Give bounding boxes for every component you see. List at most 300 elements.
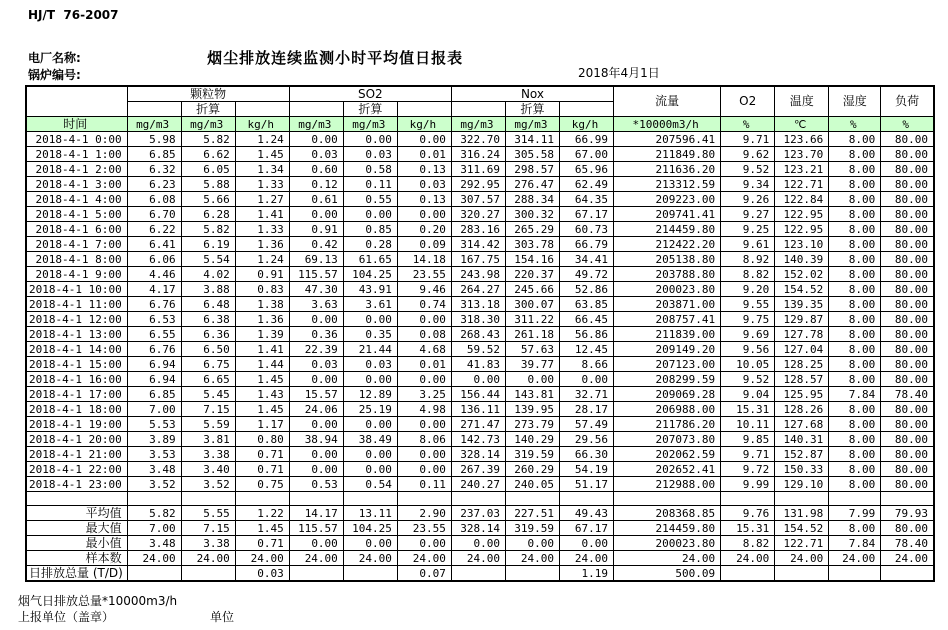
table-cell <box>829 492 881 506</box>
table-cell: 0.71 <box>235 462 289 477</box>
table-cell: 3.38 <box>181 447 235 462</box>
table-cell: 6.76 <box>127 342 181 357</box>
table-cell: 5.98 <box>127 132 181 147</box>
table-cell: 49.43 <box>560 506 614 521</box>
table-cell: 6.38 <box>181 312 235 327</box>
table-cell: 0.00 <box>343 417 397 432</box>
table-cell: 203871.00 <box>614 297 721 312</box>
empty-cell <box>451 102 505 117</box>
table-cell <box>235 492 289 506</box>
unit-cell: ℃ <box>775 117 829 132</box>
time-cell: 2018-4-1 14:00 <box>26 342 127 357</box>
table-cell: 7.15 <box>181 521 235 536</box>
table-cell: 80.00 <box>881 447 934 462</box>
table-cell: 104.25 <box>343 267 397 282</box>
table-cell: 24.00 <box>721 551 775 566</box>
time-cell: 2018-4-1 6:00 <box>26 222 127 237</box>
table-cell: 307.57 <box>451 192 505 207</box>
table-cell: 24.00 <box>451 551 505 566</box>
table-cell: 9.34 <box>721 177 775 192</box>
table-cell: 0.75 <box>235 477 289 492</box>
table-cell: 0.71 <box>235 536 289 551</box>
table-cell: 154.52 <box>775 282 829 297</box>
table-cell: 7.15 <box>181 402 235 417</box>
table-cell: 0.20 <box>397 222 451 237</box>
table-cell: 6.41 <box>127 237 181 252</box>
table-cell: 8.06 <box>397 432 451 447</box>
table-cell: 500.09 <box>614 566 721 582</box>
table-cell: 24.00 <box>289 551 343 566</box>
table-cell: 211786.20 <box>614 417 721 432</box>
table-cell: 245.66 <box>505 282 559 297</box>
table-cell: 61.65 <box>343 252 397 267</box>
table-cell: 122.95 <box>775 207 829 222</box>
table-cell: 8.00 <box>829 477 881 492</box>
table-cell: 128.25 <box>775 357 829 372</box>
table-cell: 0.00 <box>560 372 614 387</box>
table-cell: 208299.59 <box>614 372 721 387</box>
table-cell <box>127 492 181 506</box>
time-cell: 2018-4-1 4:00 <box>26 192 127 207</box>
table-cell: 66.79 <box>560 237 614 252</box>
table-cell: 0.00 <box>397 462 451 477</box>
table-cell: 5.82 <box>181 132 235 147</box>
table-cell: 271.47 <box>451 417 505 432</box>
table-cell: 24.00 <box>181 551 235 566</box>
table-cell: 200023.80 <box>614 536 721 551</box>
table-cell: 67.00 <box>560 147 614 162</box>
table-cell: 1.45 <box>235 521 289 536</box>
table-cell: 80.00 <box>881 282 934 297</box>
table-cell: 63.85 <box>560 297 614 312</box>
table-cell: 154.16 <box>505 252 559 267</box>
table-cell: 38.94 <box>289 432 343 447</box>
report-table <box>25 85 935 582</box>
time-cell: 2018-4-1 5:00 <box>26 207 127 222</box>
time-cell: 2018-4-1 2:00 <box>26 162 127 177</box>
table-cell: 52.86 <box>560 282 614 297</box>
table-cell: 139.35 <box>775 297 829 312</box>
table-cell: 80.00 <box>881 147 934 162</box>
table-cell: 202652.41 <box>614 462 721 477</box>
table-cell: 152.02 <box>775 267 829 282</box>
table-cell: 80.00 <box>881 207 934 222</box>
boiler-number-label: 锅炉编号: <box>28 68 81 82</box>
page-title: 烟尘排放连续监测小时平均值日报表 <box>207 49 464 67</box>
table-cell <box>721 492 775 506</box>
table-cell: 6.70 <box>127 207 181 222</box>
time-cell: 2018-4-1 21:00 <box>26 447 127 462</box>
col-temperature: 温度 <box>775 86 829 117</box>
table-cell: 8.00 <box>829 327 881 342</box>
table-cell: 265.29 <box>505 222 559 237</box>
table-row <box>26 267 934 282</box>
table-cell: 9.52 <box>721 372 775 387</box>
table-cell: 24.00 <box>614 551 721 566</box>
summary-label: 日排放总量 (T/D) <box>26 566 127 582</box>
table-cell: 209223.00 <box>614 192 721 207</box>
table-cell: 6.75 <box>181 357 235 372</box>
table-cell: 209741.41 <box>614 207 721 222</box>
table-cell <box>343 492 397 506</box>
table-cell: 0.91 <box>235 267 289 282</box>
table-cell: 8.00 <box>829 207 881 222</box>
table-cell: 300.07 <box>505 297 559 312</box>
table-row <box>26 192 934 207</box>
table-cell: 128.26 <box>775 402 829 417</box>
table-cell: 207123.00 <box>614 357 721 372</box>
table-cell: 1.36 <box>235 237 289 252</box>
table-cell: 209149.20 <box>614 342 721 357</box>
table-cell: 131.98 <box>775 506 829 521</box>
table-cell: 1.41 <box>235 342 289 357</box>
unit-cell: % <box>721 117 775 132</box>
table-cell: 140.29 <box>505 432 559 447</box>
unit-cell: mg/m3 <box>451 117 505 132</box>
table-cell: 8.92 <box>721 252 775 267</box>
table-cell: 328.14 <box>451 521 505 536</box>
table-cell: 9.72 <box>721 462 775 477</box>
table-cell: 8.00 <box>829 342 881 357</box>
table-cell: 211636.20 <box>614 162 721 177</box>
table-cell: 6.36 <box>181 327 235 342</box>
table-cell: 8.00 <box>829 462 881 477</box>
table-cell: 0.00 <box>343 462 397 477</box>
table-cell: 1.43 <box>235 387 289 402</box>
time-cell: 2018-4-1 7:00 <box>26 237 127 252</box>
table-cell: 0.55 <box>343 192 397 207</box>
table-cell: 80.00 <box>881 477 934 492</box>
table-cell: 152.87 <box>775 447 829 462</box>
table-cell: 6.48 <box>181 297 235 312</box>
table-cell: 0.11 <box>343 177 397 192</box>
table-cell: 314.11 <box>505 132 559 147</box>
table-cell: 0.00 <box>397 372 451 387</box>
table-cell: 0.09 <box>397 237 451 252</box>
table-cell: 66.45 <box>560 312 614 327</box>
table-cell: 1.27 <box>235 192 289 207</box>
table-cell: 8.66 <box>560 357 614 372</box>
table-cell: 127.04 <box>775 342 829 357</box>
table-cell: 80.00 <box>881 327 934 342</box>
table-cell: 227.51 <box>505 506 559 521</box>
table-cell: 129.87 <box>775 312 829 327</box>
time-cell: 2018-4-1 23:00 <box>26 477 127 492</box>
table-cell: 311.69 <box>451 162 505 177</box>
unit-cell: % <box>881 117 934 132</box>
table-cell: 283.16 <box>451 222 505 237</box>
table-cell: 8.00 <box>829 402 881 417</box>
empty-cell <box>289 102 343 117</box>
table-cell <box>505 566 559 582</box>
table-cell: 12.45 <box>560 342 614 357</box>
table-cell: 8.00 <box>829 177 881 192</box>
table-cell: 9.27 <box>721 207 775 222</box>
table-cell: 3.38 <box>181 536 235 551</box>
table-cell: 8.00 <box>829 162 881 177</box>
table-cell: 9.25 <box>721 222 775 237</box>
table-cell: 0.00 <box>343 312 397 327</box>
table-cell: 9.04 <box>721 387 775 402</box>
table-cell: 154.52 <box>775 521 829 536</box>
table-cell: 122.71 <box>775 536 829 551</box>
table-cell: 1.24 <box>235 132 289 147</box>
table-cell: 9.71 <box>721 447 775 462</box>
table-cell: 9.99 <box>721 477 775 492</box>
table-cell: 8.00 <box>829 357 881 372</box>
time-cell: 2018-4-1 0:00 <box>26 132 127 147</box>
table-cell: 80.00 <box>881 192 934 207</box>
table-cell: 6.28 <box>181 207 235 222</box>
table-cell: 32.71 <box>560 387 614 402</box>
table-cell <box>881 566 934 582</box>
table-cell: 104.25 <box>343 521 397 536</box>
table-cell: 15.57 <box>289 387 343 402</box>
table-cell: 8.00 <box>829 312 881 327</box>
table-cell: 5.82 <box>181 222 235 237</box>
table-cell: 208757.41 <box>614 312 721 327</box>
unit-cell: kg/h <box>560 117 614 132</box>
table-cell: 6.76 <box>127 297 181 312</box>
summary-label: 最大值 <box>26 521 127 536</box>
table-cell: 66.99 <box>560 132 614 147</box>
table-cell: 24.00 <box>881 551 934 566</box>
table-cell: 214459.80 <box>614 222 721 237</box>
table-cell: 78.40 <box>881 387 934 402</box>
table-cell: 0.42 <box>289 237 343 252</box>
table-cell: 3.81 <box>181 432 235 447</box>
unit-label: 单位 <box>210 610 235 624</box>
table-cell: 0.53 <box>289 477 343 492</box>
table-cell: 0.00 <box>397 447 451 462</box>
table-cell: 7.99 <box>829 506 881 521</box>
table-cell: 0.07 <box>397 566 451 582</box>
col-group-nox: Nox <box>451 86 613 102</box>
table-cell: 0.58 <box>343 162 397 177</box>
table-cell: 3.52 <box>127 477 181 492</box>
table-cell: 21.44 <box>343 342 397 357</box>
table-cell: 0.00 <box>397 132 451 147</box>
table-cell: 47.30 <box>289 282 343 297</box>
table-cell: 0.00 <box>289 207 343 222</box>
table-cell <box>343 566 397 582</box>
time-cell: 2018-4-1 11:00 <box>26 297 127 312</box>
table-row <box>26 327 934 342</box>
table-cell: 318.30 <box>451 312 505 327</box>
table-cell: 1.45 <box>235 402 289 417</box>
table-cell: 0.03 <box>343 357 397 372</box>
table-cell: 80.00 <box>881 267 934 282</box>
table-cell: 0.74 <box>397 297 451 312</box>
table-cell: 0.54 <box>343 477 397 492</box>
table-cell: 214459.80 <box>614 521 721 536</box>
table-cell: 208368.85 <box>614 506 721 521</box>
table-cell: 8.00 <box>829 222 881 237</box>
table-cell: 9.61 <box>721 237 775 252</box>
table-cell: 9.46 <box>397 282 451 297</box>
time-cell: 2018-4-1 9:00 <box>26 267 127 282</box>
col-humidity: 湿度 <box>829 86 881 117</box>
table-cell: 67.17 <box>560 207 614 222</box>
table-cell <box>881 492 934 506</box>
table-cell: 123.66 <box>775 132 829 147</box>
table-cell: 56.86 <box>560 327 614 342</box>
empty-cell <box>235 102 289 117</box>
table-cell: 65.96 <box>560 162 614 177</box>
table-cell: 15.31 <box>721 521 775 536</box>
title-wrap <box>0 28 660 68</box>
table-cell <box>289 566 343 582</box>
table-cell: 6.85 <box>127 147 181 162</box>
table-cell: 115.57 <box>289 521 343 536</box>
table-cell: 80.00 <box>881 402 934 417</box>
table-cell: 319.59 <box>505 521 559 536</box>
table-cell: 0.00 <box>397 207 451 222</box>
table-cell: 115.57 <box>289 267 343 282</box>
table-cell: 1.24 <box>235 252 289 267</box>
table-cell: 29.56 <box>560 432 614 447</box>
table-cell: 3.25 <box>397 387 451 402</box>
table-cell: 8.00 <box>829 521 881 536</box>
table-cell: 0.60 <box>289 162 343 177</box>
table-cell: 80.00 <box>881 222 934 237</box>
table-cell <box>451 492 505 506</box>
table-cell: 8.00 <box>829 432 881 447</box>
table-row <box>26 462 934 477</box>
table-cell: 240.27 <box>451 477 505 492</box>
table-cell: 5.88 <box>181 177 235 192</box>
table-cell: 9.75 <box>721 312 775 327</box>
time-cell: 2018-4-1 15:00 <box>26 357 127 372</box>
table-row <box>26 402 934 417</box>
table-cell: 6.50 <box>181 342 235 357</box>
time-cell: 2018-4-1 13:00 <box>26 327 127 342</box>
table-cell: 0.01 <box>397 357 451 372</box>
table-cell: 0.83 <box>235 282 289 297</box>
table-cell: 8.00 <box>829 417 881 432</box>
table-cell: 9.69 <box>721 327 775 342</box>
table-cell: 0.00 <box>343 132 397 147</box>
table-cell: 0.91 <box>289 222 343 237</box>
table-cell: 8.00 <box>829 237 881 252</box>
summary-row <box>26 521 934 536</box>
table-cell <box>829 566 881 582</box>
table-cell: 7.00 <box>127 521 181 536</box>
table-cell: 288.34 <box>505 192 559 207</box>
table-cell: 1.19 <box>560 566 614 582</box>
col-group-so2: SO2 <box>289 86 451 102</box>
table-cell: 5.59 <box>181 417 235 432</box>
table-cell: 0.00 <box>289 462 343 477</box>
table-cell: 260.29 <box>505 462 559 477</box>
table-row <box>26 297 934 312</box>
col-group-pm: 颗粒物 <box>127 86 289 102</box>
table-cell: 123.70 <box>775 147 829 162</box>
table-cell <box>505 492 559 506</box>
unit-cell: mg/m3 <box>181 117 235 132</box>
table-cell: 5.53 <box>127 417 181 432</box>
table-cell: 6.22 <box>127 222 181 237</box>
table-cell <box>560 492 614 506</box>
table-cell <box>397 492 451 506</box>
table-cell: 320.27 <box>451 207 505 222</box>
table-row <box>26 477 934 492</box>
table-cell: 6.32 <box>127 162 181 177</box>
table-cell: 10.11 <box>721 417 775 432</box>
table-cell: 303.78 <box>505 237 559 252</box>
table-cell: 243.98 <box>451 267 505 282</box>
table-cell: 0.28 <box>343 237 397 252</box>
unit-cell: mg/m3 <box>505 117 559 132</box>
table-cell: 6.94 <box>127 357 181 372</box>
table-cell: 23.55 <box>397 521 451 536</box>
table-row <box>26 162 934 177</box>
table-cell: 3.53 <box>127 447 181 462</box>
table-row <box>26 432 934 447</box>
table-cell: 9.55 <box>721 297 775 312</box>
table-cell: 78.40 <box>881 536 934 551</box>
table-cell: 3.40 <box>181 462 235 477</box>
table-cell: 316.24 <box>451 147 505 162</box>
table-cell: 64.35 <box>560 192 614 207</box>
table-cell: 268.43 <box>451 327 505 342</box>
table-cell: 8.00 <box>829 267 881 282</box>
time-cell: 2018-4-1 17:00 <box>26 387 127 402</box>
time-cell: 2018-4-1 19:00 <box>26 417 127 432</box>
table-cell: 1.17 <box>235 417 289 432</box>
table-cell: 5.66 <box>181 192 235 207</box>
table-cell: 41.83 <box>451 357 505 372</box>
table-cell: 80.00 <box>881 132 934 147</box>
table-cell: 1.33 <box>235 222 289 237</box>
table-row <box>26 237 934 252</box>
time-cell: 2018-4-1 18:00 <box>26 402 127 417</box>
table-cell: 292.95 <box>451 177 505 192</box>
table-cell: 0.00 <box>289 536 343 551</box>
table-cell: 264.27 <box>451 282 505 297</box>
table-cell: 150.33 <box>775 462 829 477</box>
table-cell: 38.49 <box>343 432 397 447</box>
table-cell: 4.68 <box>397 342 451 357</box>
table-cell: 4.17 <box>127 282 181 297</box>
table-cell: 80.00 <box>881 297 934 312</box>
table-cell: 0.01 <box>397 147 451 162</box>
table-cell: 209069.28 <box>614 387 721 402</box>
table-cell: 6.06 <box>127 252 181 267</box>
table-cell: 28.17 <box>560 402 614 417</box>
table-cell: 80.00 <box>881 162 934 177</box>
table-cell: 0.03 <box>289 357 343 372</box>
table-cell: 0.00 <box>451 372 505 387</box>
table-cell: 6.65 <box>181 372 235 387</box>
table-cell: 122.95 <box>775 222 829 237</box>
table-cell: 0.03 <box>397 177 451 192</box>
table-cell: 24.00 <box>560 551 614 566</box>
table-cell: 0.00 <box>289 447 343 462</box>
time-cell: 2018-4-1 10:00 <box>26 282 127 297</box>
table-cell: 0.13 <box>397 192 451 207</box>
table-cell <box>451 566 505 582</box>
table-cell: 66.30 <box>560 447 614 462</box>
table-cell: 156.44 <box>451 387 505 402</box>
table-cell: 1.41 <box>235 207 289 222</box>
table-cell: 0.00 <box>397 536 451 551</box>
table-cell: 8.82 <box>721 536 775 551</box>
table-cell: 207073.80 <box>614 432 721 447</box>
table-cell: 62.49 <box>560 177 614 192</box>
col-flow: 流量 <box>614 86 721 117</box>
table-cell: 60.73 <box>560 222 614 237</box>
